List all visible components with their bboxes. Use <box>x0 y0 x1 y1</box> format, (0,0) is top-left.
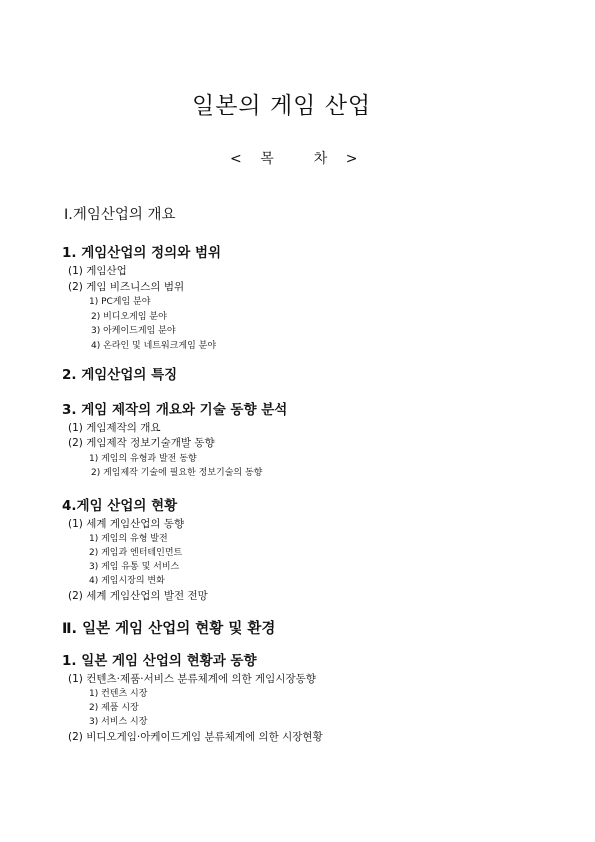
toc-subitem: 4) 게임시장의 변화 <box>89 576 165 586</box>
toc-subitem: 3) 게임 유통 및 서비스 <box>89 562 180 572</box>
toc-heading-close: > <box>345 151 358 167</box>
toc-subitem: 3) 서비스 시장 <box>89 717 148 727</box>
toc-part-heading: Ⅰ.게임산업의 개요 <box>64 207 176 223</box>
document-title: 일본의 게임 산업 <box>192 93 372 119</box>
toc-subitem: 1) 게임의 유형 발전 <box>89 534 168 544</box>
toc-item: (1) 게임산업 <box>68 265 127 277</box>
toc-heading-word1: 목 <box>260 151 274 167</box>
toc-subitem: 2) 게임과 엔터테인먼트 <box>89 548 183 558</box>
toc-heading-open: < <box>230 151 242 167</box>
toc-item: (2) 세계 게임산업의 발전 전망 <box>68 590 208 602</box>
toc-item: (2) 게임제작 정보기술개발 동향 <box>68 437 215 449</box>
toc-heading <box>230 152 357 166</box>
toc-item: (1) 컨텐츠·제품·서비스 분류체계에 의한 게임시장동향 <box>68 673 316 685</box>
toc-subitem: 2) 제품 시장 <box>89 703 139 713</box>
toc-item: (1) 세계 게임산업의 동향 <box>68 518 185 530</box>
toc-subitem: 2) 비디오게임 분야 <box>91 312 167 322</box>
toc-heading-word2: 차 <box>313 151 328 167</box>
toc-section-heading: 3. 게임 제작의 개요와 기술 동향 분석 <box>62 402 288 418</box>
toc-subitem: 1) PC게임 분야 <box>89 297 151 307</box>
toc-item: (2) 비디오게임·아케이드게임 분류체계에 의한 시장현황 <box>68 731 323 743</box>
toc-item: (1) 게임제작의 개요 <box>68 422 161 434</box>
toc-subitem: 1) 컨텐츠 시장 <box>89 689 148 699</box>
toc-section-heading: 4.게임 산업의 현황 <box>62 498 178 514</box>
toc-section-heading: 2. 게임산업의 특징 <box>62 367 178 383</box>
toc-section-heading: 1. 일본 게임 산업의 현황과 동향 <box>62 653 257 669</box>
toc-subitem: 2) 게임제작 기술에 필요한 정보기술의 동향 <box>91 468 263 478</box>
toc-subitem: 4) 온라인 및 네트워크게임 분야 <box>91 341 217 351</box>
toc-subitem: 1) 게임의 유형과 발전 동향 <box>89 454 197 464</box>
toc-subitem: 3) 아케이드게임 분야 <box>91 326 176 336</box>
toc-section-heading: 1. 게임산업의 정의와 범위 <box>62 245 222 261</box>
toc-part-heading: Ⅱ. 일본 게임 산업의 현황 및 환경 <box>62 621 276 637</box>
toc-item: (2) 게임 비즈니스의 범위 <box>68 281 185 293</box>
